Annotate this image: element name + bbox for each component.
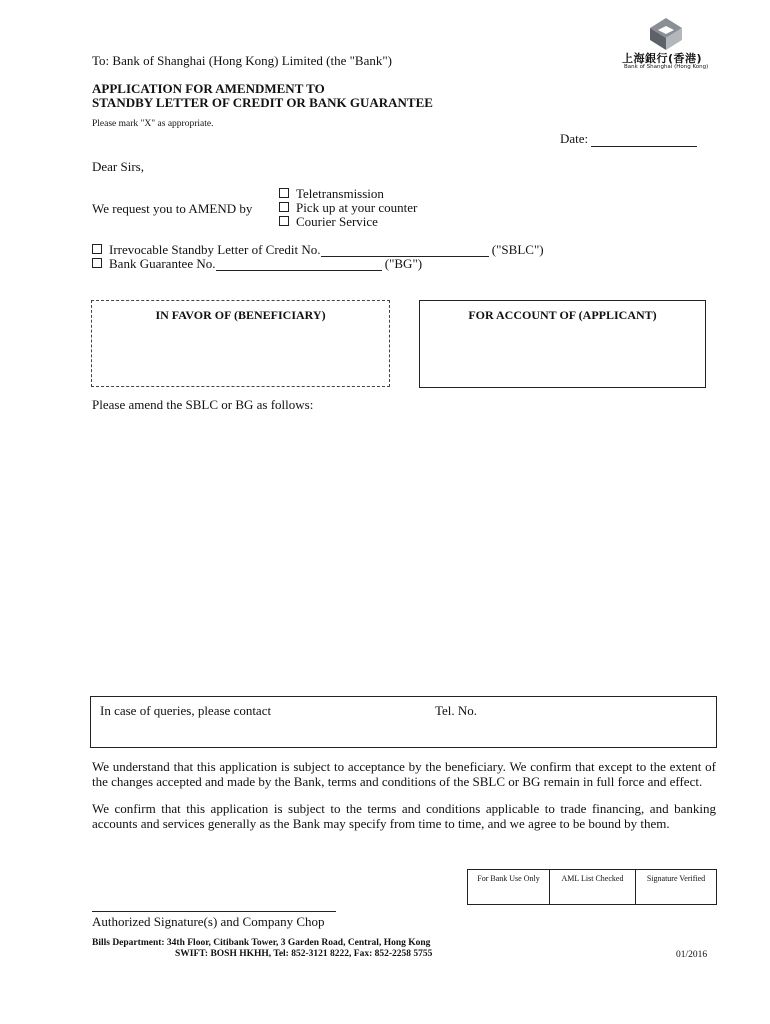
bg-row: Bank Guarantee No. ("BG") <box>92 257 544 271</box>
tel-number-field[interactable] <box>491 701 701 741</box>
form-title-line2: STANDBY LETTER OF CREDIT OR BANK GUARANTEE <box>92 95 433 110</box>
date-label: Date: <box>560 131 589 146</box>
bank-logo <box>622 18 710 70</box>
amendment-details-area[interactable] <box>92 418 716 686</box>
footer-address: Bills Department: 34th Floor, Citibank Tower, 3 Garden Road, Central, Hong Kong <box>92 938 431 948</box>
logo-chinese-text: 上海銀行(香港) <box>622 52 703 65</box>
footer-contact: SWIFT: BOSH HKHH, Tel: 852-3121 8222, Fax: 852-2258 5755 <box>175 949 433 959</box>
amend-label: Please amend the SBLC or BG as follows: <box>92 397 314 412</box>
option-pickup[interactable]: Pick up at your counter <box>279 201 417 215</box>
contact-box <box>90 696 717 748</box>
checkbox-icon[interactable] <box>279 188 289 198</box>
option-teletransmission[interactable]: Teletransmission <box>279 187 417 201</box>
declaration-paragraph-1: We understand that this application is subject to acceptance by the beneficiary. We confirm that except to the extent of the changes accepted and made by the Bank, terms and conditions of the SBLC or BG remain in full force and effect. <box>92 759 716 789</box>
applicant-title: FOR ACCOUNT OF (APPLICANT) <box>468 308 657 322</box>
delivery-options <box>279 187 417 229</box>
salutation: Dear Sirs, <box>92 159 144 174</box>
bg-number-field[interactable] <box>216 260 382 271</box>
sblc-row: Irrevocable Standby Letter of Credit No. ("SBLC") <box>92 243 544 257</box>
logo-mark-icon <box>646 18 686 52</box>
instrument-section <box>92 243 544 271</box>
option-courier[interactable]: Courier Service <box>279 215 417 229</box>
signature-label: Authorized Signature(s) and Company Chop <box>92 914 325 929</box>
checkbox-icon[interactable] <box>279 202 289 212</box>
instruction-text: Please mark "X" as appropriate. <box>92 119 214 129</box>
bg-checkbox-icon[interactable] <box>92 258 102 268</box>
form-version: 01/2016 <box>676 950 708 960</box>
signature-line[interactable] <box>92 911 336 912</box>
queries-label: In case of queries, please contact <box>100 703 272 718</box>
declaration-paragraph-2: We confirm that this application is subject to the terms and conditions applicable to trade financing, and banking accounts and services generally as the Bank may specify from time to time, and we agree to be bound by them. <box>92 801 716 831</box>
request-label: We request you to AMEND by <box>92 201 253 216</box>
form-title-line1: APPLICATION FOR AMENDMENT TO <box>92 81 325 96</box>
bank-use-only-cell: For Bank Use Only <box>468 870 550 904</box>
aml-list-checked-cell: AML List Checked <box>550 870 636 904</box>
contact-name-field[interactable] <box>281 701 421 741</box>
addressee-line: To: Bank of Shanghai (Hong Kong) Limited (the "Bank") <box>92 53 392 68</box>
beneficiary-title: IN FAVOR OF (BENEFICIARY) <box>155 308 326 322</box>
sblc-checkbox-icon[interactable] <box>92 244 102 254</box>
signature-verified-cell: Signature Verified <box>646 874 706 883</box>
tel-label: Tel. No. <box>435 703 478 718</box>
logo-english-text: Bank of Shanghai (Hong Kong) <box>624 64 709 70</box>
bank-use-table <box>467 869 717 905</box>
date-field[interactable] <box>591 136 697 147</box>
date-row <box>560 131 697 147</box>
checkbox-icon[interactable] <box>279 216 289 226</box>
beneficiary-box[interactable] <box>91 300 390 387</box>
applicant-box[interactable] <box>419 300 706 388</box>
